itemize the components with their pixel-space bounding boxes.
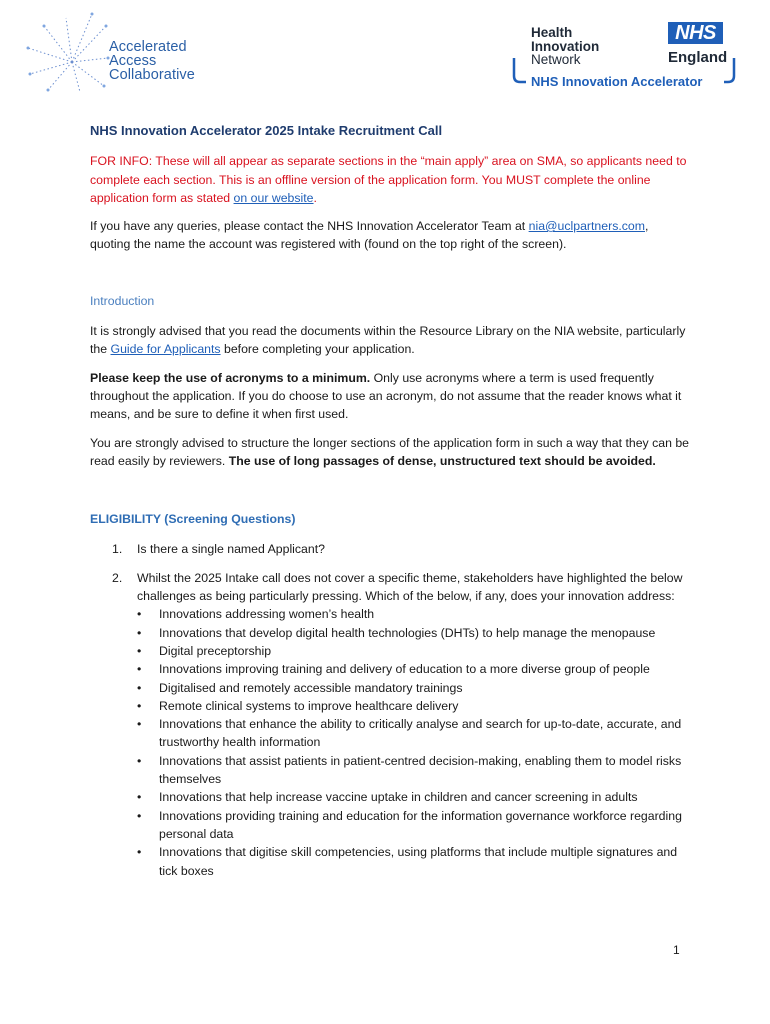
- intro-paragraph-2: [90, 369, 690, 424]
- bullet-icon: •: [137, 643, 142, 658]
- list-item: [137, 624, 690, 642]
- list-item-text: Innovations that assist patients in patient-centred decision-making, enabling them to model risks themselves: [159, 753, 682, 787]
- question-text: Is there a single named Applicant?: [137, 542, 325, 557]
- accelerator-label: NHS Innovation Accelerator: [531, 74, 703, 89]
- introduction-heading: Introduction: [90, 293, 155, 308]
- aac-line-3: Collaborative: [109, 67, 195, 83]
- hin-line-3: Network: [531, 52, 581, 67]
- list-item: [137, 843, 690, 880]
- nhs-badge: NHS: [668, 22, 723, 44]
- screening-questions-list: [90, 540, 690, 879]
- nhs-region: England: [668, 49, 728, 66]
- aac-line-2: Access: [109, 53, 157, 69]
- bullet-icon: •: [137, 790, 142, 805]
- question-number: 2.: [112, 570, 123, 585]
- queries-end: , quoting the name the account was registered with (found on the top right of the screen).: [90, 219, 649, 252]
- hin-line-1: Health: [531, 25, 573, 40]
- website-link[interactable]: on our website: [233, 190, 314, 205]
- intro-p1-text: It is strongly advised that you read the documents within the Resource Library on the NIA website, particularly the: [90, 324, 686, 357]
- list-item-text: Digital preceptorship: [159, 643, 272, 658]
- bullet-icon: •: [137, 680, 142, 695]
- aac-logo-text: [109, 40, 195, 82]
- list-item-text: Innovations improving training and delivery of education to a more diverse group of people: [159, 662, 650, 677]
- bullet-icon: •: [137, 625, 142, 640]
- intro-p1-end: before completing your application.: [220, 342, 415, 357]
- intro-p3-bold: The use of long passages of dense, unstructured text should be avoided.: [228, 453, 656, 468]
- bullet-icon: •: [137, 753, 142, 768]
- document-body: [90, 122, 690, 890]
- guide-for-applicants-link[interactable]: Guide for Applicants: [110, 342, 221, 357]
- eligibility-heading: ELIGIBILITY (Screening Questions): [90, 512, 296, 527]
- list-item-text: Innovations that develop digital health technologies (DHTs) to help manage the menopause: [159, 625, 656, 640]
- list-item: [137, 697, 690, 715]
- hin-line-2: Innovation: [531, 38, 600, 54]
- queries-text: If you have any queries, please contact the NHS Innovation Accelerator Team at: [90, 219, 529, 234]
- list-item-text: Innovations that enhance the ability to critically analyse and search for up-to-date, accurate, and trustworthy health information: [159, 717, 682, 750]
- bullet-icon: •: [137, 845, 142, 860]
- intro-p3-text: You are strongly advised to structure the longer sections of the application form in such a way that they can be read easily by reviewers.: [90, 435, 690, 468]
- list-item: [137, 679, 690, 697]
- list-item-text: Innovations addressing women’s health: [159, 607, 375, 622]
- list-item-text: Innovations providing training and education for the information governance workforce regarding personal data: [159, 808, 682, 841]
- question-1: [90, 540, 690, 558]
- bullet-icon: •: [137, 717, 142, 732]
- email-link[interactable]: nia@uclpartners.com: [528, 219, 645, 234]
- list-item: [137, 660, 690, 678]
- aac-line-1: Accelerated: [109, 39, 187, 55]
- for-info-end: .: [313, 190, 317, 205]
- list-item: [137, 788, 690, 806]
- intro-paragraph-3: [90, 434, 690, 471]
- intro-p2-text: Only use acronyms where a term is used frequently throughout the application. If you do choose to use an acronym, do not assume that the reader knows what it means, and be sure to define it when first used.: [90, 370, 682, 422]
- list-item-text: Digitalised and remotely accessible mandatory trainings: [159, 680, 463, 695]
- for-info-text: FOR INFO: These will all appear as separate sections in the “main apply” area on SMA, so applicants need to complete each section. This is an offline version of the application form. You MUST complete the online application form as stated: [90, 154, 687, 205]
- list-item-text: Innovations that digitise skill competencies, using platforms that include multiple signatures and tick boxes: [159, 845, 678, 878]
- question-2: [90, 569, 690, 880]
- list-item: [137, 807, 690, 844]
- for-info-paragraph: [90, 152, 690, 207]
- list-item-text: Remote clinical systems to improve healthcare delivery: [159, 698, 459, 713]
- list-item: [137, 642, 690, 660]
- intro-paragraph-1: [90, 322, 690, 359]
- question-text: Whilst the 2025 Intake call does not cover a specific theme, stakeholders have highlighted the below challenges as being particularly pressing. Which of the below, if any, does your innovation address:: [137, 570, 683, 604]
- hin-logo-text: [531, 26, 599, 67]
- intro-p2-bold: Please keep the use of acronyms to a minimum.: [90, 370, 371, 385]
- bullet-icon: •: [137, 662, 142, 677]
- list-item: [137, 605, 690, 623]
- queries-paragraph: [90, 217, 690, 254]
- page-number: 1: [673, 943, 680, 957]
- list-item: [137, 715, 690, 752]
- challenges-list: [137, 605, 690, 879]
- page-title: NHS Innovation Accelerator 2025 Intake Recruitment Call: [90, 123, 443, 138]
- question-number: 1.: [112, 542, 123, 557]
- bullet-icon: •: [137, 607, 142, 622]
- bullet-icon: •: [137, 808, 142, 823]
- bullet-icon: •: [137, 698, 142, 713]
- list-item-text: Innovations that help increase vaccine uptake in children and cancer screening in adults: [159, 790, 638, 805]
- list-item: [137, 752, 690, 789]
